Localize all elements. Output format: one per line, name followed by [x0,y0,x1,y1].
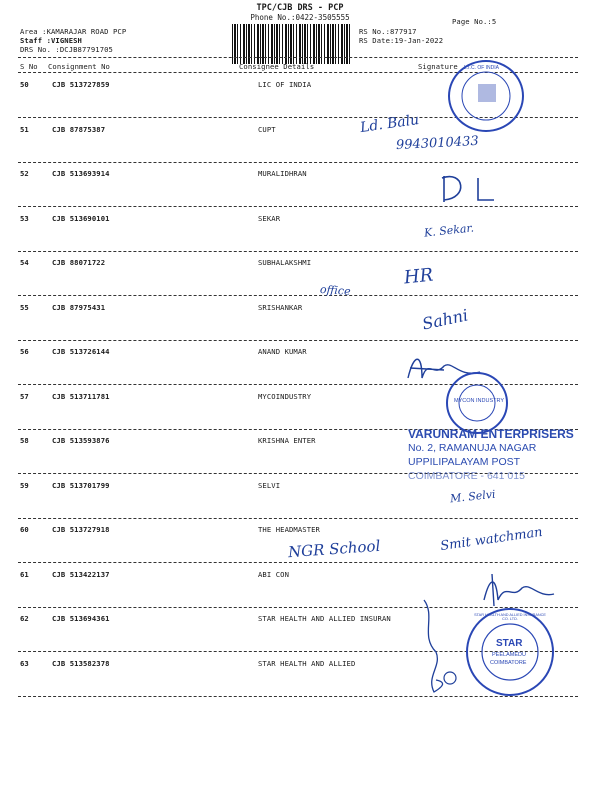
sig-smit: Smit watchman [439,524,544,555]
sig-sahni: Sahni [420,305,470,334]
row-consignment: CJB 513582378 [52,658,110,668]
handwriting-office: office [319,282,352,299]
row-consignee: SELVI [258,480,281,490]
row-sno: 60 [20,525,29,534]
lic-stamp-text: L.I.C. OF INDIA [464,65,500,71]
col-consignee: Consignee Details [239,62,315,71]
staff-label: Staff :VIGNESH [20,36,82,45]
row-divider [18,696,578,697]
phone-number: Phone No.:0422-3505555 [250,13,350,22]
sig-hr: HR [402,264,435,289]
row-consignee: STAR HEALTH AND ALLIED INSURAN [258,614,391,623]
row-sno: 55 [20,302,29,312]
varunram-address-3: COIMBATORE - 641 015 [408,470,525,482]
row-consignment: CJB 513694361 [52,614,110,623]
sig-phone: 9943010433 [395,133,480,154]
report-title: TPC/CJB DRS - PCP [256,3,344,13]
row-consignee: KRISHNA ENTER [258,436,316,445]
star-ring-text: STAR HEALTH AND ALLIED INSURANCE CO. LTD. [474,613,546,622]
row-consignment: CJB 513593876 [52,436,110,445]
row-consignment: CJB 513727859 [52,80,110,89]
row-consignee: LIC OF INDIA [258,80,312,89]
col-consignment: Consignment No [48,62,110,71]
row-consignee: CUPT [258,124,276,134]
row-consignee: THE HEADMASTER [258,525,320,534]
page-number: Page No.:5 [452,17,497,26]
row-consignment: CJB 88071722 [52,258,106,267]
row-sno: 59 [20,480,29,490]
star-health-stamp: STAR PEELAMEDU COIMBATORE STAR HEALTH AND ALLIED INSURANCE CO. LTD. [466,608,554,696]
header-divider [18,57,578,58]
star-logo: STAR [496,638,523,649]
sig-balu: Ld. Balu [359,111,421,137]
row-sno: 53 [20,213,29,223]
row-sno: 50 [20,80,29,89]
row-divider [18,340,578,341]
row-consignee: STAR HEALTH AND ALLIED [258,658,356,668]
row-divider [18,162,578,163]
row-consignee: ANAND KUMAR [258,347,307,356]
row-sno: 63 [20,658,29,668]
row-divider [18,295,578,296]
row-sno: 61 [20,569,29,579]
row-consignment: CJB 513422137 [52,569,110,579]
row-sno: 62 [20,614,29,623]
sig-dl [434,168,504,212]
row-consignee: MYCOINDUSTRY [258,391,312,401]
row-consignee: ABI CON [258,569,289,579]
row-consignment: CJB 513727918 [52,525,110,534]
row-consignee: SRISHANKAR [258,302,303,312]
row-consignment: CJB 513726144 [52,347,110,356]
row-sno: 54 [20,258,29,267]
varunram-address-1: No. 2, RAMANUJA NAGAR [408,442,537,454]
lic-stamp-ring [450,62,522,130]
row-consignment: CJB 513690101 [52,213,110,223]
row-consignment: CJB 513701799 [52,480,110,490]
row-consignment: CJB 513711781 [52,391,110,401]
row-consignment: CJB 87875387 [52,124,106,134]
lic-stamp [448,60,524,132]
row-sno: 56 [20,347,29,356]
row-divider [18,251,578,252]
col-signature: Signature [418,62,458,71]
handwriting-ngr-school: NGR School [287,536,381,562]
col-sno: S No [20,62,38,71]
sig-sekar: K. Sekar. [423,221,475,240]
row-sno: 58 [20,436,29,445]
row-consignment: CJB 513693914 [52,169,110,178]
row-sno: 51 [20,124,29,134]
row-consignment: CJB 87975431 [52,302,106,312]
varunram-address-2: UPPILIPALAYAM POST [408,456,521,468]
row-consignee: SUBHALAKSHMI [258,258,312,267]
area-label: Area :KAMARAJAR ROAD PCP [20,27,127,36]
mycon-stamp: MYCON INDUSTRY [446,372,508,434]
sig-abicon [478,572,558,612]
rs-number: RS No.:877917 [359,27,417,36]
rs-date: RS Date:19-Jan-2022 [359,36,444,45]
row-consignee: SEKAR [258,213,281,223]
row-sno: 52 [20,169,29,178]
row-divider [18,518,578,519]
barcode [232,24,352,64]
sig-selvi: M. Selvi [449,487,497,506]
row-divider [18,562,578,563]
sig-loop [436,668,466,692]
drs-number: DRS No. :DCJB87791705 [20,45,113,54]
row-sno: 57 [20,391,29,401]
varunram-name: VARUNRAM ENTERPRISERS [408,427,574,441]
row-consignee: MURALIDHRAN [258,169,307,178]
